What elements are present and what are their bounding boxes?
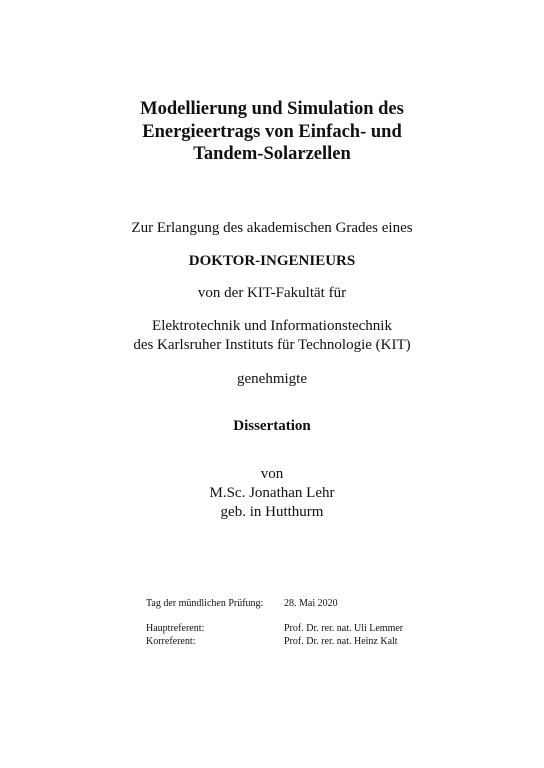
institute-name: des Karlsruher Instituts für Technologie (KIT) xyxy=(133,337,411,353)
degree-purpose: Zur Erlangung des akademischen Grades eines xyxy=(131,220,413,236)
main-referee-label: Hauptreferent: xyxy=(146,623,205,634)
approved-label: genehmigte xyxy=(237,371,307,387)
author-name: M.Sc. Jonathan Lehr xyxy=(209,485,335,501)
title-line-1: Modellierung und Simulation des xyxy=(140,99,404,119)
document-type: Dissertation xyxy=(233,418,311,434)
author-birthplace: geb. in Hutthurm xyxy=(220,504,324,520)
degree-name: DOKTOR-INGENIEURS xyxy=(188,253,356,269)
exam-date-value: 28. Mai 2020 xyxy=(284,598,338,609)
co-referee-value: Prof. Dr. rer. nat. Heinz Kalt xyxy=(284,636,398,647)
thesis-title xyxy=(0,98,544,166)
title-line-3: Tandem-Solarzellen xyxy=(193,144,351,164)
faculty-name: Elektrotechnik und Informationstechnik xyxy=(152,318,392,334)
main-referee-value: Prof. Dr. rer. nat. Uli Lemmer xyxy=(284,623,404,634)
co-referee-label: Korreferent: xyxy=(146,636,196,647)
exam-date-row xyxy=(146,598,338,610)
by-label: von xyxy=(260,466,284,482)
co-referee-row xyxy=(146,636,398,648)
title-line-2: Energieertrags von Einfach- und xyxy=(142,121,402,142)
exam-date-label: Tag der mündlichen Prüfung: xyxy=(146,598,264,609)
main-referee-row xyxy=(146,623,404,635)
faculty-intro: von der KIT-Fakultät für xyxy=(197,285,347,301)
